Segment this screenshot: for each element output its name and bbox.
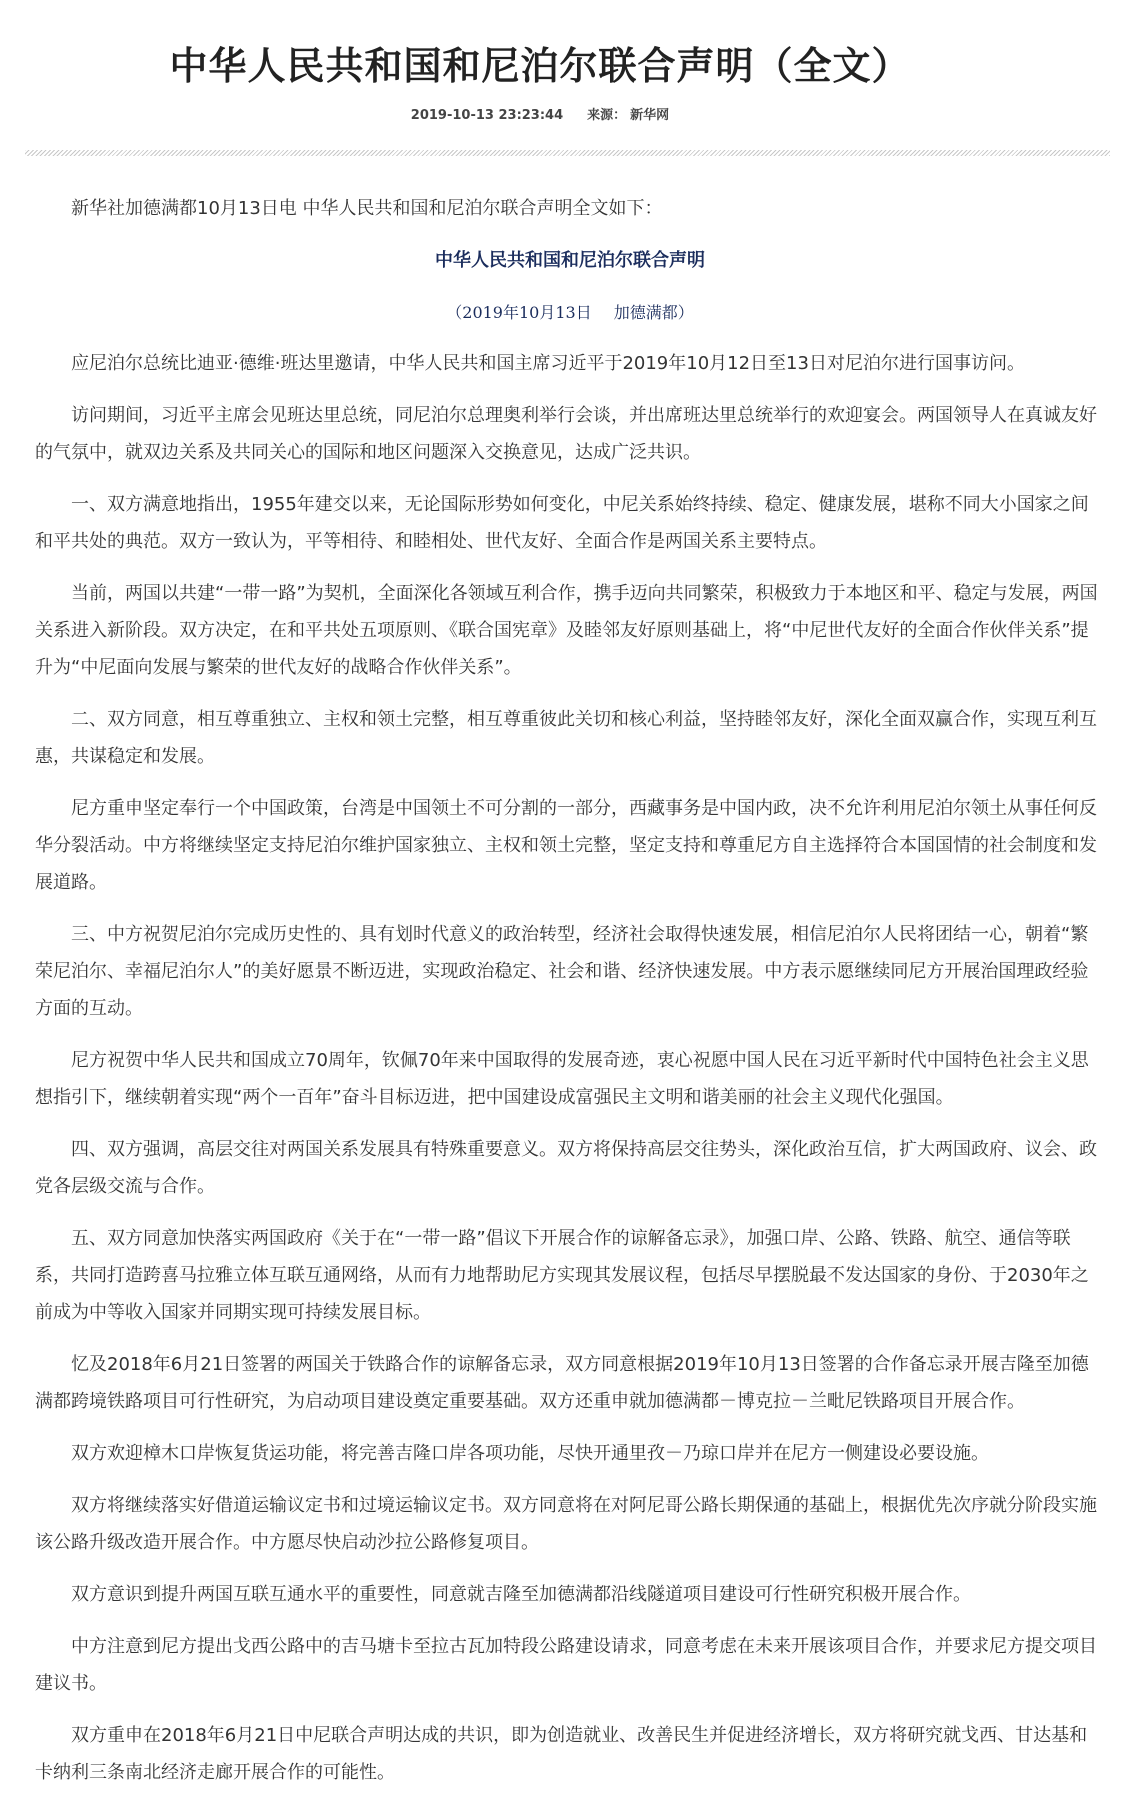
body-paragraph: 忆及2018年6月21日签署的两国关于铁路合作的谅解备忘录，双方同意根据2019年10月13日签署的合作备忘录开展吉隆至加德满都跨境铁路项目可行性研究，为启动项目建设奠定重要基础。双方还重申就加德满都－博克拉－兰毗尼铁路项目开展合作。 xyxy=(35,1354,1089,1412)
body-paragraph: 中方注意到尼方提出戈西公路中的吉马塘卡至拉古瓦加特段公路建设请求，同意考虑在未来开展该项目合作，并要求尼方提交项目建议书。 xyxy=(35,1636,1097,1694)
body-paragraph: 双方重申在2018年6月21日中尼联合声明达成的共识，即为创造就业、改善民生并促进经济增长，双方将研究就戈西、甘达基和卡纳利三条南北经济走廊开展合作的可能性。 xyxy=(35,1725,1088,1783)
body-paragraph: 应尼泊尔总统比迪亚·德维·班达里邀请，中华人民共和国主席习近平于2019年10月12日至13日对尼泊尔进行国事访问。 xyxy=(71,353,1025,374)
article-title: 中华人民共和国和尼泊尔联合声明（全文） xyxy=(169,44,911,88)
body-paragraph: 三、中方祝贺尼泊尔完成历史性的、具有划时代意义的政治转型，经济社会取得快速发展，相信尼泊尔人民将团结一心，朝着“繁荣尼泊尔、幸福尼泊尔人”的美好愿景不断迈进，实现政治稳定、社会和谐、经济快速发展。中方表示愿继续同尼方开展治国理政经验方面的互动。 xyxy=(35,924,1089,1019)
dateline-date: （2019年10月13日 xyxy=(446,303,592,322)
body-paragraph: 双方将继续落实好借道运输议定书和过境运输议定书。双方同意将在对阿尼哥公路长期保通的基础上，根据优先次序就分阶段实施该公路升级改造开展合作。中方愿尽快启动沙拉公路修复项目。 xyxy=(35,1495,1097,1553)
body-paragraph: 尼方重申坚定奉行一个中国政策，台湾是中国领土不可分割的一部分，西藏事务是中国内政，决不允许利用尼泊尔领土从事任何反华分裂活动。中方将继续坚定支持尼泊尔维护国家独立、主权和领土完整，坚定支持和尊重尼方自主选择符合本国国情的社会制度和发展道路。 xyxy=(35,798,1097,893)
body-paragraph: 五、双方同意加快落实两国政府《关于在“一带一路”倡议下开展合作的谅解备忘录》，加强口岸、公路、铁路、航空、通信等联系，共同打造跨喜马拉雅立体互联互通网络，从而有力地帮助尼方实现其发展议程，包括尽早摆脱最不发达国家的身份、于2030年之前成为中等收入国家并同期实现可持续发展目标。 xyxy=(35,1228,1089,1323)
body-paragraph: 四、双方强调，高层交往对两国关系发展具有特殊重要意义。双方将保持高层交往势头，深化政治互信，扩大两国政府、议会、政党各层级交流与合作。 xyxy=(35,1139,1097,1197)
intro-paragraph: 新华社加德满都10月13日电 中华人民共和国和尼泊尔联合声明全文如下： xyxy=(71,198,663,219)
body-paragraph: 双方欢迎樟木口岸恢复货运功能，将完善吉隆口岸各项功能，尽快开通里孜－乃琼口岸并在尼方一侧建设必要设施。 xyxy=(71,1443,989,1464)
source-label: 来源： xyxy=(587,108,627,123)
statement-subtitle: 中华人民共和国和尼泊尔联合声明 xyxy=(435,250,705,271)
body-paragraph: 一、双方满意地指出，1955年建交以来，无论国际形势如何变化，中尼关系始终持续、稳定、健康发展，堪称不同大小国家之间和平共处的典范。双方一致认为，平等相待、和睦相处、世代友好、全面合作是两国关系主要特点。 xyxy=(35,494,1089,552)
statement-dateline xyxy=(35,294,1105,331)
article-body xyxy=(35,190,1105,1806)
dateline-place: 加德满都） xyxy=(613,303,694,322)
publish-datetime: 2019-10-13 23:23:44 xyxy=(410,108,564,123)
body-paragraph: 访问期间，习近平主席会见班达里总统，同尼泊尔总理奥利举行会谈，并出席班达里总统举行的欢迎宴会。两国领导人在真诚友好的气氛中，就双边关系及共同关心的国际和地区问题深入交换意见，达成广泛共识。 xyxy=(35,405,1097,463)
header-divider xyxy=(25,150,1110,156)
body-paragraph: 当前，两国以共建“一带一路”为契机，全面深化各领域互利合作，携手迈向共同繁荣，积极致力于本地区和平、稳定与发展，两国关系进入新阶段。双方决定，在和平共处五项原则、《联合国宪章》及睦邻友好原则基础上，将“中尼世代友好的全面合作伙伴关系”提升为“中尼面向发展与繁荣的世代友好的战略合作伙伴关系”。 xyxy=(35,583,1098,678)
article-meta xyxy=(0,106,1080,126)
body-paragraph: 双方意识到提升两国互联互通水平的重要性，同意就吉隆至加德满都沿线隧道项目建设可行性研究积极开展合作。 xyxy=(71,1584,971,1605)
body-paragraph: 二、双方同意，相互尊重独立、主权和领土完整，相互尊重彼此关切和核心利益，坚持睦邻友好，深化全面双赢合作，实现互利互惠，共谋稳定和发展。 xyxy=(35,709,1097,767)
body-paragraph: 尼方祝贺中华人民共和国成立70周年，钦佩70年来中国取得的发展奇迹，衷心祝愿中国人民在习近平新时代中国特色社会主义思想指引下，继续朝着实现“两个一百年”奋斗目标迈进，把中国建设成富强民主文明和谐美丽的社会主义现代化强国。 xyxy=(35,1050,1089,1108)
source-value: 新华网 xyxy=(630,108,670,123)
